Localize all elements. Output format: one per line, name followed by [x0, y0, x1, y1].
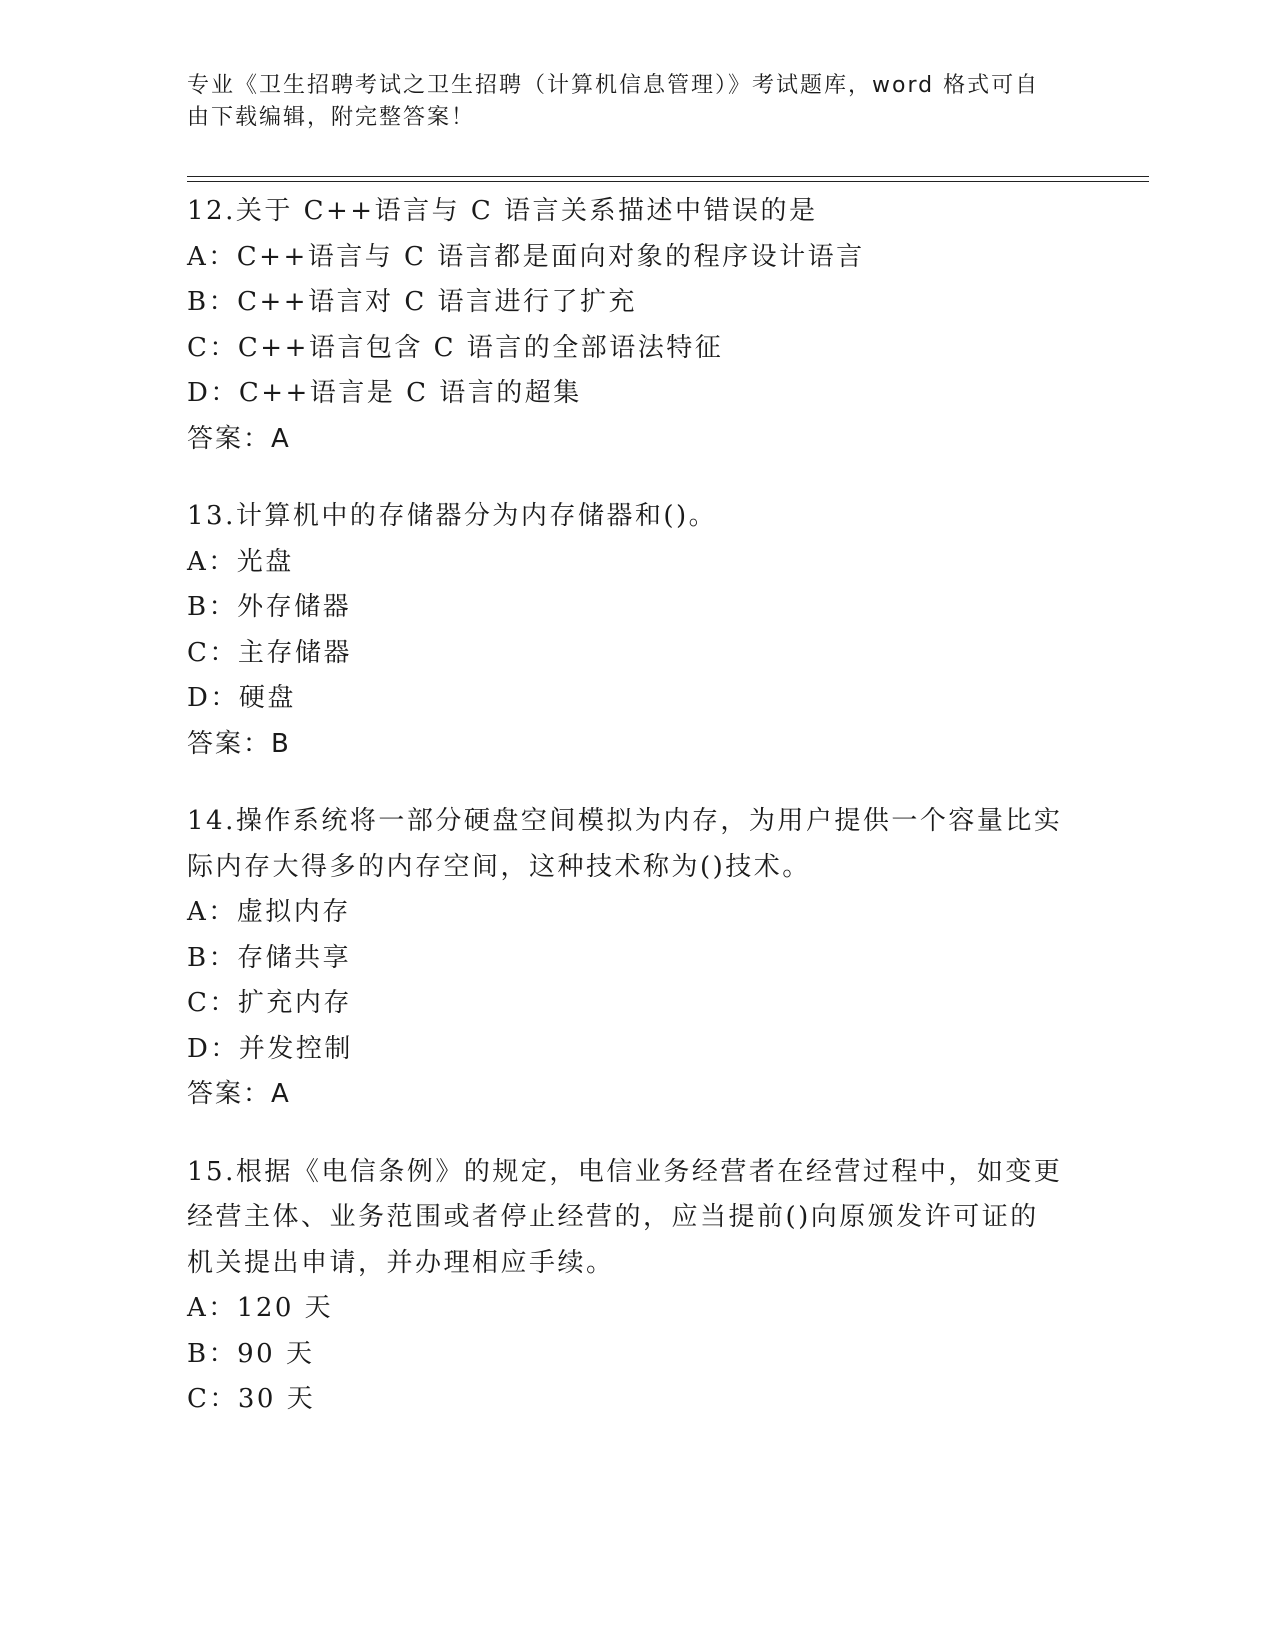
option-c: C：扩充内存 — [187, 988, 352, 1018]
document-header — [187, 70, 1087, 134]
option-c: C：主存储器 — [187, 637, 352, 668]
header-line: 专业《卫生招聘考试之卫生招聘（计算机信息管理）》考试题库，word 格式可自 — [187, 73, 1040, 98]
question-list — [187, 189, 1067, 1455]
question-stem-line: 14.操作系统将一部分硬盘空间模拟为内存，为用户提供一个容量比实 — [187, 806, 1063, 836]
option-c: C：C++语言包含 C 语言的全部语法特征 — [187, 332, 724, 363]
option-d: D：硬盘 — [187, 683, 296, 713]
question-stem-line: 15.根据《电信条例》的规定，电信业务经营者在经营过程中，如变更 — [187, 1156, 1063, 1187]
option-b: B：外存储器 — [187, 592, 352, 622]
option-b: B：C++语言对 C 语言进行了扩充 — [187, 287, 637, 317]
option-c: C：30 天 — [187, 1384, 316, 1414]
option-b: B：存储共享 — [187, 942, 352, 973]
answer-label: 答案：A — [187, 1079, 291, 1109]
question-stem-line: 经营主体、业务范围或者停止经营的，应当提前()向原颁发许可证的 — [187, 1202, 1039, 1232]
answer-label: 答案：B — [187, 728, 291, 759]
option-a: A：光盘 — [187, 546, 294, 577]
answer-label: 答案：A — [187, 423, 291, 454]
question-14 — [187, 799, 1067, 1118]
question-stem: 12.关于 C++语言与 C 语言关系描述中错误的是 — [187, 196, 818, 226]
option-d: D：C++语言是 C 语言的超集 — [187, 378, 582, 408]
header-divider-top — [187, 176, 1149, 177]
option-a: A：虚拟内存 — [187, 897, 351, 927]
option-b: B：90 天 — [187, 1338, 315, 1369]
option-a: A：120 天 — [187, 1293, 334, 1323]
question-stem: 13.计算机中的存储器分为内存储器和()。 — [187, 501, 718, 531]
question-15 — [187, 1150, 1067, 1423]
question-stem-line: 机关提出申请，并办理相应手续。 — [187, 1247, 615, 1278]
question-stem-line: 际内存大得多的内存空间，这种技术称为()技术。 — [187, 851, 811, 882]
option-d: D：并发控制 — [187, 1033, 353, 1064]
question-13 — [187, 494, 1067, 767]
header-divider-bottom — [187, 181, 1149, 182]
question-12 — [187, 189, 1067, 462]
option-a: A：C++语言与 C 语言都是面向对象的程序设计语言 — [187, 241, 865, 272]
header-line: 由下载编辑，附完整答案！ — [187, 105, 476, 130]
